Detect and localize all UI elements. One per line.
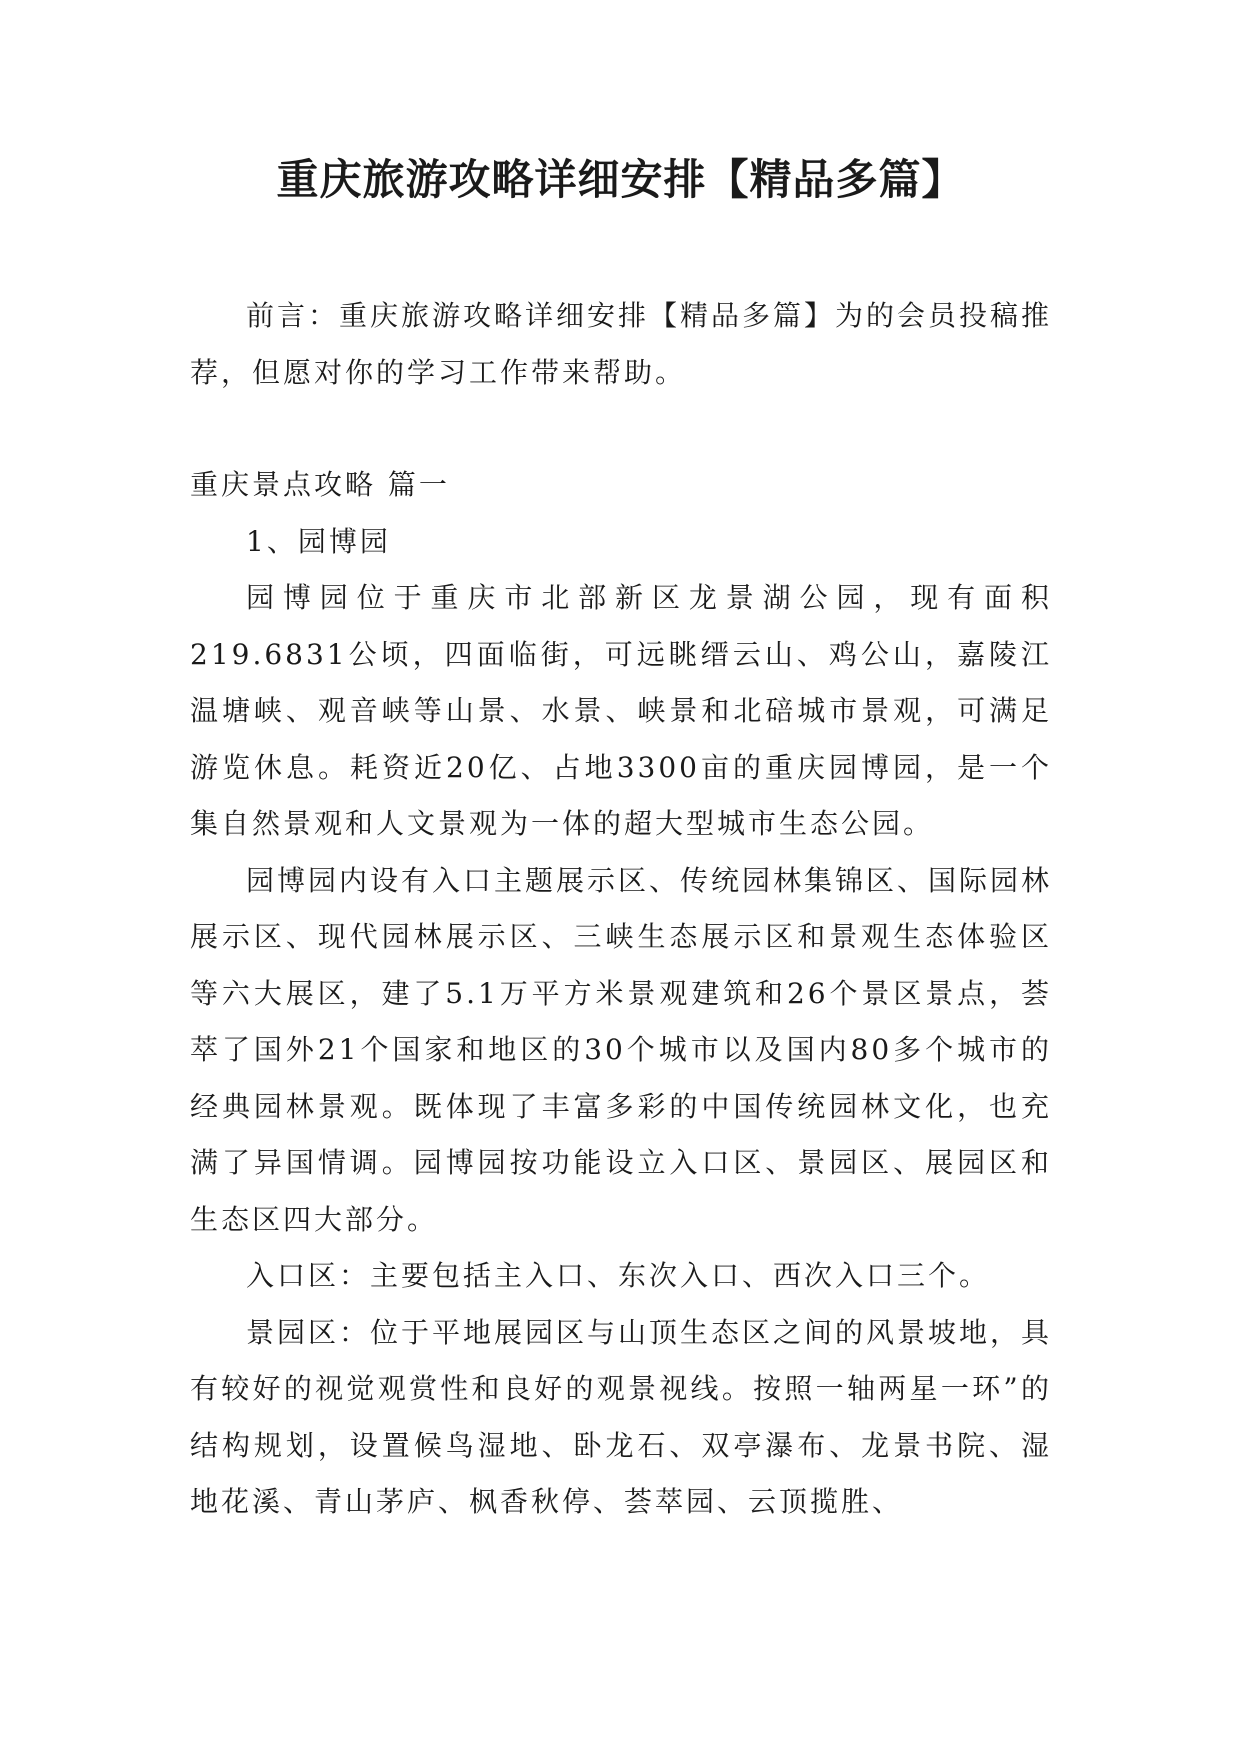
body-paragraph: 园博园位于重庆市北部新区龙景湖公园，现有面积219.6831公顷，四面临街，可远眺缙云山、鸡公山，嘉陵江温塘峡、观音峡等山景、水景、峡景和北碚城市景观，可满足游览休息。耗资近20亿、占地3300亩的重庆园博园，是一个集自然景观和人文景观为一体的超大型城市生态公园。 — [190, 581, 1052, 840]
body-paragraph: 入口区：主要包括主入口、东次入口、西次入口三个。 — [246, 1259, 991, 1292]
section-spacer — [190, 401, 1052, 457]
document-title: 重庆旅游攻略详细安排【精品多篇】 — [276, 155, 965, 204]
section-heading: 重庆景点攻略 篇一 — [190, 468, 450, 501]
body-paragraph: 园博园内设有入口主题展示区、传统园林集锦区、国际园林展示区、现代园林展示区、三峡生态展示区和景观生态体验区等六大展区，建了5.1万平方米景观建筑和26个景区景点，荟萃了国外21个国家和地区的30个城市以及国内80多个城市的经典园林景观。既体现了丰富多彩的中国传统园林文化，也充满了异国情调。园博园按功能设立入口区、景园区、展园区和生态区四大部分。 — [190, 863, 1053, 1236]
document-body — [190, 288, 1052, 1531]
preface-paragraph: 前言：重庆旅游攻略详细安排【精品多篇】为的会员投稿推荐，但愿对你的学习工作带来帮助。 — [190, 299, 1053, 389]
body-paragraph: 景园区：位于平地展园区与山顶生态区之间的风景坡地，具有较好的视觉观赏性和良好的观景视线。按照一轴两星一环”的结构规划，设置候鸟湿地、卧龙石、双亭瀑布、龙景书院、湿地花溪、青山茅庐、枫香秋停、荟萃园、云顶揽胜、 — [190, 1315, 1053, 1518]
item-heading: 1、园博园 — [246, 524, 391, 558]
